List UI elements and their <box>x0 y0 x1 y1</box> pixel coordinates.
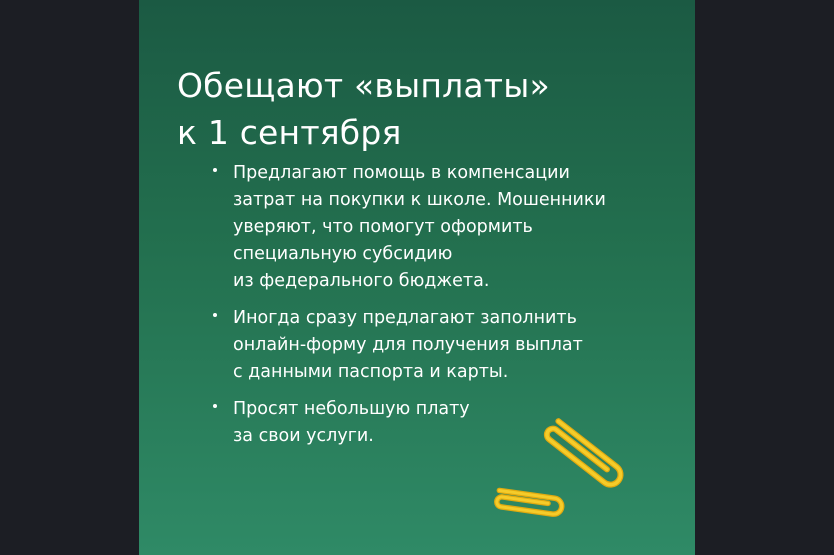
bullet-text-line: специальную субсидию <box>233 244 453 264</box>
bullet-text-line: за свои услуги. <box>233 426 374 446</box>
bullet-text-line: из федерального бюджета. <box>233 271 490 291</box>
bullet-item <box>211 160 631 295</box>
bullet-dot-icon <box>213 313 217 317</box>
bullet-text-line: с данными паспорта и карты. <box>233 362 509 382</box>
card-title-line-2: к 1 сентября <box>177 113 402 153</box>
info-card <box>139 0 695 555</box>
bullet-text-line: Предлагают помощь в компенсации <box>233 163 570 183</box>
card-title-line-1: Обещают «выплаты» <box>177 66 550 106</box>
bullet-item <box>211 305 631 386</box>
bullet-text-line: затрат на покупки к школе. Мошенники <box>233 190 606 210</box>
bullet-dot-icon <box>213 168 217 172</box>
paperclip-icon <box>479 410 649 530</box>
bullet-text-line: уверяют, что помогут оформить <box>233 217 533 237</box>
paperclip-large-icon <box>544 420 624 489</box>
card-title <box>177 62 657 156</box>
bullet-dot-icon <box>213 404 217 408</box>
bullet-text-line: Просят небольшую плату <box>233 399 470 419</box>
bullet-text-line: Иногда сразу предлагают заполнить <box>233 308 577 328</box>
paperclip-small-icon <box>496 490 563 515</box>
bullet-text-line: онлайн-форму для получения выплат <box>233 335 583 355</box>
